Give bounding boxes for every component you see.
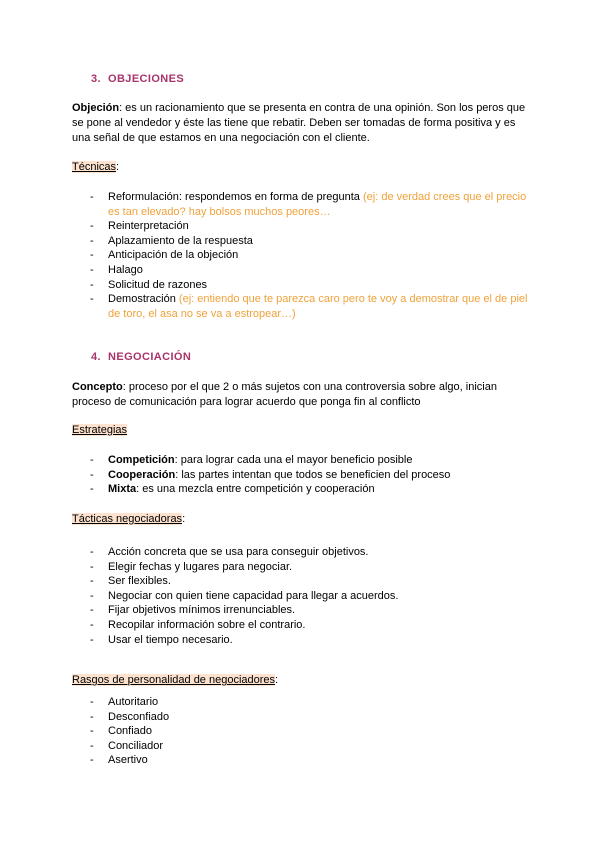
list-item: - Autoritario	[90, 695, 528, 710]
section-3-number: 3.	[91, 73, 101, 85]
list-item: - Ser flexibles.	[90, 574, 528, 589]
rasgos-label-text: Rasgos de personalidad de negociadores	[72, 674, 276, 686]
list-item: - Reformulación: respondemos en forma de pregunta (ej: de verdad crees que el precio es tan elevado? hay bolsos muchos peores…	[90, 190, 528, 219]
list-item: - Mixta: es una mezcla entre competición y cooperación	[90, 482, 528, 497]
list-item: - Recopilar información sobre el contrario.	[90, 618, 528, 633]
list-item: - Desconfiado	[90, 710, 528, 725]
list-item: - Competición: para lograr cada una el mayor beneficio posible	[90, 453, 528, 468]
list-item: - Halago	[90, 263, 528, 278]
list-item: - Confiado	[90, 724, 528, 739]
tecnicas-label-suffix: :	[116, 161, 120, 173]
list-item: - Aplazamiento de la respuesta	[90, 234, 528, 249]
rasgos-label	[72, 674, 278, 686]
list-item: - Reinterpretación	[90, 219, 528, 234]
example-note: (ej: de verdad crees que el precio es tan elevado? hay bolsos muchos peores…	[108, 191, 527, 218]
list-item: - Negociar con quien tiene capacidad para llegar a acuerdos.	[90, 589, 528, 604]
section-4-number: 4.	[91, 351, 101, 363]
objecion-text: : es un racionamiento que se presenta en contra de una opinión. Son los peros que se pone al vendedor y éste las tiene que rebatir. Deben ser tomadas de forma positiva y es una señal de que estamos en una negociación con el cliente.	[72, 102, 526, 144]
section-4-heading	[91, 351, 191, 363]
section-3-title: OBJECIONES	[108, 73, 185, 85]
list-item: - Demostración (ej: entiendo que te parezca caro pero te voy a demostrar que el de piel de toro, el asa no se va a estropear…)	[90, 292, 528, 321]
rasgos-label-suffix: :	[275, 674, 279, 686]
list-item: - Conciliador	[90, 739, 528, 754]
list-item: - Acción concreta que se usa para conseguir objetivos.	[90, 545, 528, 560]
tacticas-label-text: Tácticas negociadoras	[72, 513, 183, 525]
tecnicas-list	[90, 190, 528, 321]
concepto-term: Concepto	[72, 381, 123, 393]
list-item: - Fijar objetivos mínimos irrenunciables.	[90, 603, 528, 618]
tecnicas-label-text: Técnicas	[72, 161, 117, 173]
list-item: - Usar el tiempo necesario.	[90, 633, 528, 648]
tacticas-list	[90, 545, 528, 647]
concepto-text: : proceso por el que 2 o más sujetos con una controversia sobre algo, inician proceso de comunicación para lograr acuerdo que ponga fin al conflicto	[72, 381, 497, 408]
section-4-title: NEGOCIACIÓN	[108, 351, 192, 363]
tacticas-label-suffix: :	[182, 513, 186, 525]
concepto-definition	[72, 380, 532, 410]
estrategias-list	[90, 453, 528, 497]
list-item: - Asertivo	[90, 753, 528, 768]
estrategias-label	[72, 424, 127, 436]
rasgos-list	[90, 695, 528, 768]
list-item: - Anticipación de la objeción	[90, 248, 528, 263]
example-note: (ej: entiendo que te parezca caro pero te voy a demostrar que el de piel de toro, el asa no se va a estropear…)	[108, 293, 528, 320]
tecnicas-label	[72, 161, 119, 173]
list-item: - Cooperación: las partes intentan que todos se beneficien del proceso	[90, 468, 528, 483]
objecion-term: Objeción	[72, 102, 120, 114]
tacticas-label	[72, 513, 185, 525]
list-item: - Elegir fechas y lugares para negociar.	[90, 560, 528, 575]
list-item: - Solicitud de razones	[90, 278, 528, 293]
estrategias-label-text: Estrategias	[72, 424, 128, 436]
objecion-definition	[72, 101, 532, 145]
section-3-heading	[91, 73, 184, 85]
